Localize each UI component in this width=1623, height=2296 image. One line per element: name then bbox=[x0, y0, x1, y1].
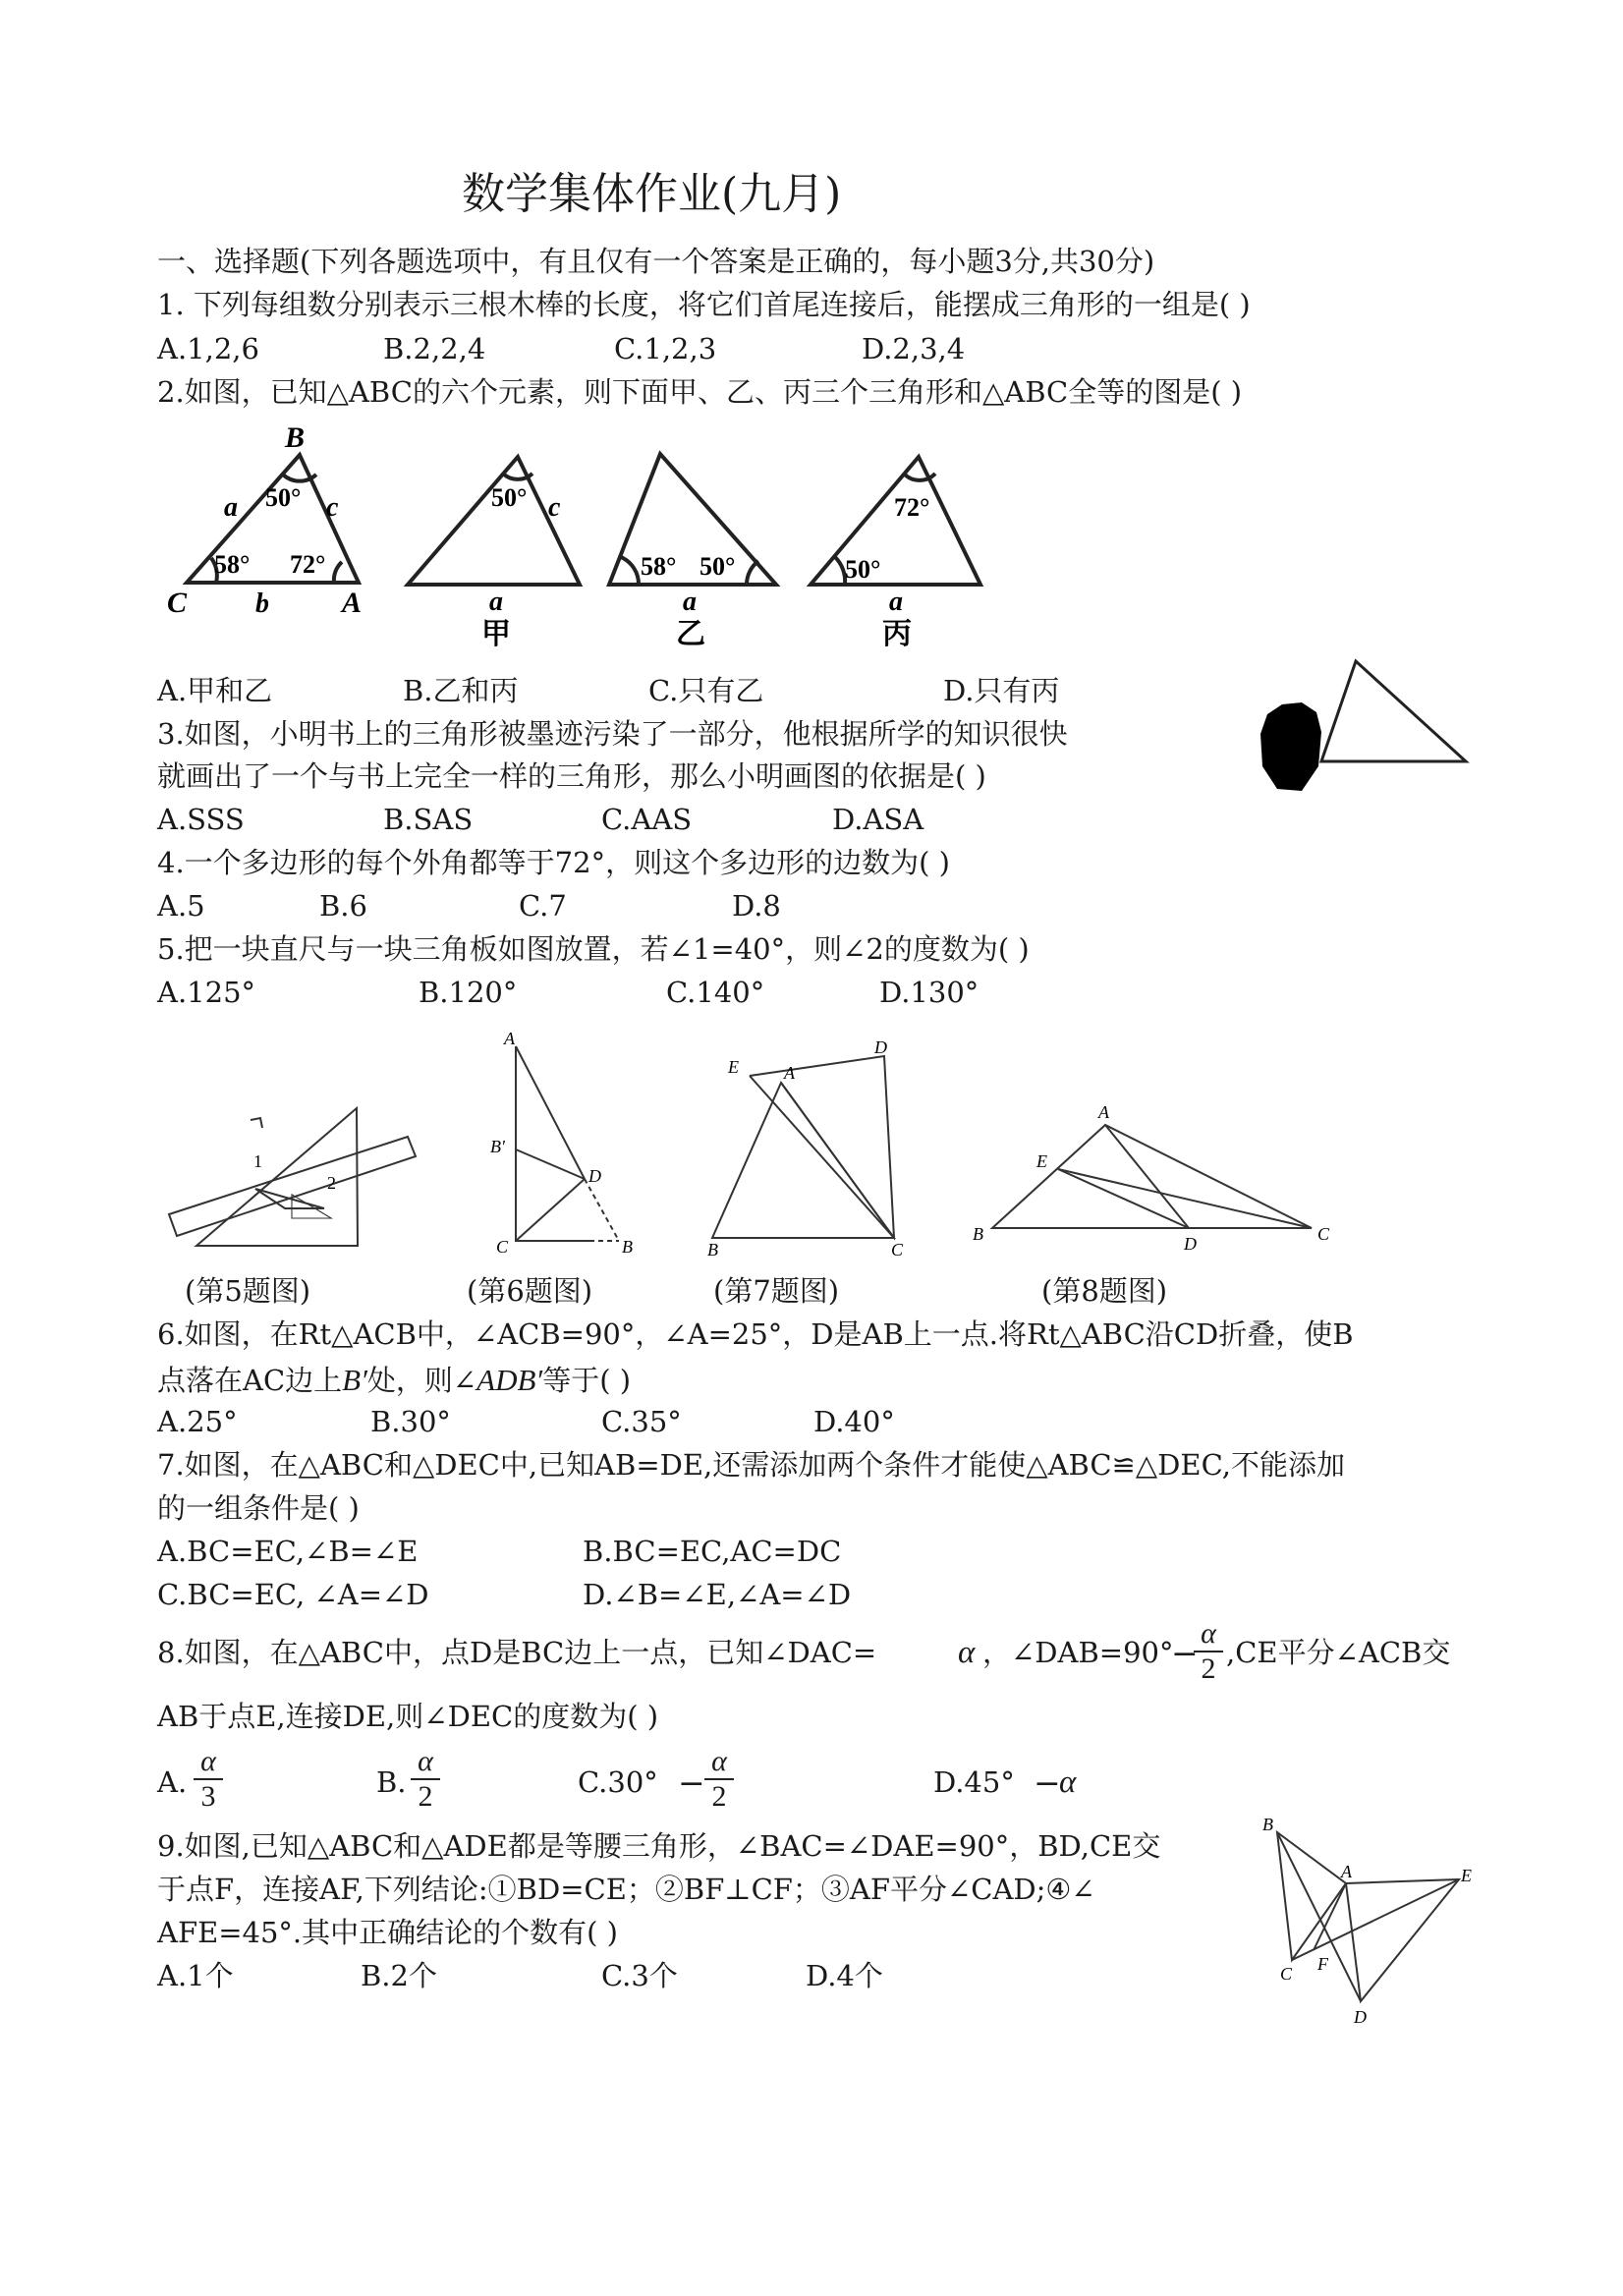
q8-option-c-den: 2 bbox=[711, 1780, 727, 1813]
label-side-a: a bbox=[224, 492, 238, 523]
q1-option-b: B.2,2,4 bbox=[383, 332, 486, 365]
fig7-a: A bbox=[784, 1063, 795, 1083]
q3-option-c: C.AAS bbox=[601, 803, 693, 836]
q8-option-c-num: α bbox=[711, 1745, 727, 1777]
q6-option-c: C.35° bbox=[601, 1405, 682, 1438]
q8-option-a-den: 3 bbox=[200, 1780, 216, 1813]
q8-minus: − bbox=[1171, 1634, 1199, 1672]
q3-stem-line1: 3.如图，小明书上的三角形被墨迹污染了一部分，他根据所学的知识很快 bbox=[157, 717, 1068, 751]
label-angle-b: 50° bbox=[265, 483, 302, 512]
q8-alpha: α bbox=[958, 1635, 976, 1670]
q9-e: E bbox=[1461, 1866, 1472, 1885]
label-side-c: c bbox=[326, 492, 339, 523]
q8-option-b-den: 2 bbox=[418, 1780, 433, 1813]
yi-angle-1: 58° bbox=[641, 552, 677, 581]
q3-option-a: A.SSS bbox=[157, 803, 245, 836]
q9-option-b: B.2个 bbox=[361, 1959, 437, 1992]
fig5-ruler-triangle bbox=[167, 1091, 442, 1248]
q6-text-c: 处，则∠ bbox=[366, 1364, 477, 1397]
label-angle-a: 72° bbox=[290, 550, 326, 579]
yi-side-a: a bbox=[683, 587, 697, 617]
q8-option-c-label: C.30° bbox=[578, 1765, 658, 1799]
q8-option-d-minus: − bbox=[1034, 1764, 1061, 1802]
q6-option-a: A.25° bbox=[157, 1405, 238, 1438]
q8-frac-alpha-over-2 bbox=[1194, 1619, 1223, 1684]
fig8-a: A bbox=[1098, 1102, 1109, 1122]
label-angle-c: 58° bbox=[214, 550, 251, 579]
q9-stem-line1: 9.如图,已知△ABC和△ADE都是等腰三角形，∠BAC=∠DAE=90°，BD,CE交 bbox=[157, 1829, 1161, 1863]
q9-option-a: A.1个 bbox=[157, 1959, 234, 1992]
caption-fig5: (第5题图) bbox=[185, 1274, 311, 1308]
fig8-e: E bbox=[1036, 1151, 1047, 1171]
bing-name: 丙 bbox=[882, 618, 912, 650]
q8-option-c-frac bbox=[704, 1747, 734, 1812]
q8-stem-line1b: ，∠DAB=90° bbox=[982, 1636, 1174, 1669]
q9-f: F bbox=[1317, 1954, 1328, 1974]
caption-fig7: (第7题图) bbox=[713, 1274, 840, 1308]
q3-ink-triangle-figure bbox=[1258, 653, 1479, 801]
q9-b: B bbox=[1262, 1815, 1273, 1834]
jia-angle: 50° bbox=[491, 483, 528, 512]
q2-option-a: A.甲和乙 bbox=[157, 674, 273, 707]
q6-adbprime: ADB′ bbox=[476, 1363, 543, 1397]
fig7-e: E bbox=[728, 1057, 739, 1077]
q8-option-d-label: D.45° bbox=[933, 1765, 1015, 1799]
fig8-d: D bbox=[1184, 1234, 1197, 1254]
yi-name: 乙 bbox=[676, 618, 705, 650]
fig8-c: C bbox=[1317, 1224, 1330, 1244]
caption-fig8: (第8题图) bbox=[1041, 1274, 1168, 1308]
q8-option-d-alpha: α bbox=[1059, 1764, 1077, 1800]
q7-stem-line2: 的一组条件是( ) bbox=[157, 1491, 360, 1525]
fig5-angle1: 1 bbox=[253, 1151, 262, 1171]
q1-stem: 1. 下列每组数分别表示三根木棒的长度，将它们首尾连接后，能摆成三角形的一组是( ) bbox=[157, 288, 1251, 321]
q5-option-d: D.130° bbox=[879, 976, 979, 1009]
q6-stem-line1: 6.如图，在Rt△ACB中，∠ACB=90°，∠A=25°，D是AB上一点.将Rt△ABC沿CD折叠，使B bbox=[157, 1317, 1354, 1351]
q3-option-d: D.ASA bbox=[832, 803, 924, 836]
fig7-triangles bbox=[702, 1037, 919, 1260]
q5-option-b: B.120° bbox=[419, 976, 518, 1009]
q8-stem-line1c: ,CE平分∠ACB交 bbox=[1226, 1636, 1451, 1669]
bing-angle-2: 50° bbox=[845, 555, 881, 584]
q9-d: D bbox=[1354, 2007, 1367, 2027]
fig6-a: A bbox=[504, 1029, 515, 1048]
q8-option-b-frac bbox=[411, 1747, 440, 1812]
fig6-d: D bbox=[588, 1166, 601, 1186]
q5-option-a: A.125° bbox=[157, 976, 256, 1009]
q3-option-b: B.SAS bbox=[383, 803, 474, 836]
fig6-bprime: B′ bbox=[490, 1137, 505, 1156]
label-a-vertex: A bbox=[342, 587, 363, 619]
bing-angle-1: 72° bbox=[894, 493, 930, 522]
q5-stem: 5.把一块直尺与一块三角板如图放置，若∠1=40°，则∠2的度数为( ) bbox=[157, 932, 1030, 966]
caption-fig6: (第6题图) bbox=[467, 1274, 593, 1308]
q2-triangles-figure bbox=[157, 418, 1002, 653]
q8-option-c-minus: − bbox=[678, 1764, 705, 1802]
q4-option-a: A.5 bbox=[157, 889, 205, 923]
bing-side-a: a bbox=[889, 587, 903, 617]
q5-option-c: C.140° bbox=[666, 976, 765, 1009]
q8-option-a-label: A. bbox=[157, 1765, 188, 1799]
q1-option-c: C.1,2,3 bbox=[614, 332, 717, 365]
q6-option-b: B.30° bbox=[370, 1405, 451, 1438]
q6-text-a: 点落在AC边上 bbox=[157, 1364, 343, 1397]
q6-stem-line2 bbox=[157, 1365, 631, 1395]
label-b-vertex: B bbox=[285, 421, 306, 454]
yi-angle-2: 50° bbox=[700, 552, 736, 581]
q8-option-a-num: α bbox=[200, 1745, 216, 1777]
ink-blot bbox=[1260, 702, 1321, 791]
q9-figure bbox=[1253, 1813, 1488, 2039]
fig6-c: C bbox=[496, 1237, 509, 1257]
fig5-angle2: 2 bbox=[327, 1173, 336, 1193]
q4-option-b: B.6 bbox=[319, 889, 367, 923]
label-c-vertex: C bbox=[167, 587, 188, 619]
q4-option-d: D.8 bbox=[732, 889, 781, 923]
q9-c: C bbox=[1280, 1964, 1293, 1984]
q2-option-c: C.只有乙 bbox=[648, 674, 764, 707]
q2-stem: 2.如图，已知△ABC的六个元素，则下面甲、乙、丙三个三角形和△ABC全等的图是( ) bbox=[157, 375, 1243, 409]
q8-option-b-label: B. bbox=[376, 1765, 407, 1799]
q4-option-c: C.7 bbox=[519, 889, 567, 923]
q6-bprime: B′ bbox=[342, 1363, 367, 1397]
jia-name: 甲 bbox=[481, 618, 511, 650]
fig7-c: C bbox=[891, 1240, 904, 1260]
q2-option-d: D.只有丙 bbox=[943, 674, 1060, 707]
section-heading: 一、选择题(下列各题选项中，有且仅有一个答案是正确的，每小题3分,共30分) bbox=[157, 245, 1155, 278]
q8-frac-num: α bbox=[1201, 1617, 1216, 1650]
fig6-folded-triangle bbox=[486, 1027, 644, 1262]
q3-stem-line2: 就画出了一个与书上完全一样的三角形，那么小明画图的依据是( ) bbox=[157, 759, 986, 793]
q7-option-d: D.∠B=∠E,∠A=∠D bbox=[583, 1578, 852, 1611]
label-side-b: b bbox=[255, 588, 269, 619]
q6-option-d: D.40° bbox=[813, 1405, 895, 1438]
q4-stem: 4.一个多边形的每个外角都等于72°，则这个多边形的边数为( ) bbox=[157, 846, 950, 879]
q9-stem-line3: AFE=45°.其中正确结论的个数有( ) bbox=[157, 1916, 618, 1949]
page-title: 数学集体作业(九月) bbox=[462, 169, 842, 219]
q7-option-a: A.BC=EC,∠B=∠E bbox=[157, 1535, 419, 1568]
q9-a: A bbox=[1341, 1862, 1352, 1881]
q8-stem-line2: AB于点E,连接DE,则∠DEC的度数为( ) bbox=[157, 1700, 659, 1733]
q7-option-c: C.BC=EC, ∠A=∠D bbox=[157, 1578, 429, 1611]
q7-stem-line1: 7.如图，在△ABC和△DEC中,已知AB=DE,还需添加两个条件才能使△ABC≌△DEC,不能添加 bbox=[157, 1448, 1345, 1482]
q1-option-d: D.2,3,4 bbox=[862, 332, 966, 365]
fig6-b: B bbox=[622, 1237, 633, 1257]
jia-side-a: a bbox=[489, 587, 503, 617]
jia-side-c: c bbox=[548, 492, 561, 523]
q8-option-a-frac bbox=[194, 1747, 223, 1812]
fig7-d: D bbox=[874, 1037, 887, 1057]
q8-stem-line1a: 8.如图，在△ABC中，点D是BC边上一点，已知∠DAC= bbox=[157, 1636, 877, 1669]
fig8-b: B bbox=[973, 1224, 983, 1244]
q8-frac-den: 2 bbox=[1201, 1652, 1216, 1685]
triangle-yi bbox=[609, 454, 776, 585]
q8-option-b-num: α bbox=[418, 1745, 433, 1777]
q1-option-a: A.1,2,6 bbox=[157, 332, 259, 365]
q9-stem-line2: 于点F，连接AF,下列结论:①BD=CE；②BF⊥CF；③AF平分∠CAD;④∠ bbox=[157, 1873, 1095, 1906]
fig8-triangle bbox=[968, 1091, 1341, 1253]
q9-option-d: D.4个 bbox=[806, 1959, 883, 1992]
q9-option-c: C.3个 bbox=[601, 1959, 678, 1992]
q7-option-b: B.BC=EC,AC=DC bbox=[583, 1535, 842, 1568]
q2-option-b: B.乙和丙 bbox=[403, 674, 519, 707]
q6-text-e: 等于( ) bbox=[542, 1364, 632, 1397]
fig7-b: B bbox=[707, 1240, 718, 1260]
